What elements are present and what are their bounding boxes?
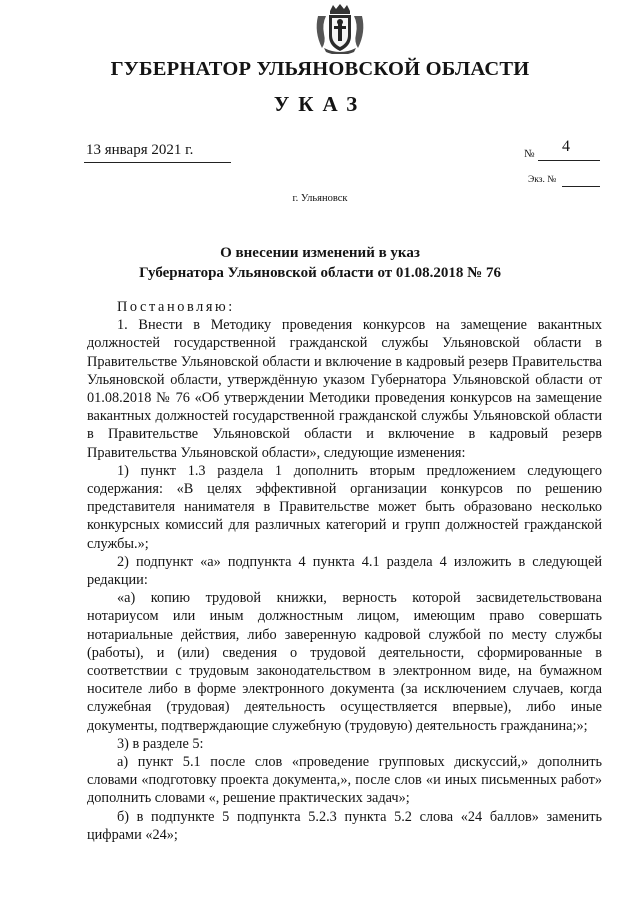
paragraph-quote-a: «а) копию трудовой книжки, верность которой засвидетельствована нотариусом или иным должностным лицом, имеющим право совершать нотариальные действия, либо заверенную кадровой службой по месту службы (работы), и (или) сведения о трудовой деятельности, сформированные в соответствии с трудовым законодательством в электронном виде, на бумажном носителе либо в форме электронного документа (за исключением случаев, когда служебная (трудовая) деятельность осуществляется впервые), либо иные документы, подтверждающие служебную (трудовую) деятельность гражданина;»; [87, 590, 602, 734]
decree-body [87, 298, 602, 844]
document-type-heading: УКАЗ [273, 92, 367, 116]
title-line-2: Губернатора Ульяновской области от 01.08.2018 № 76 [139, 265, 501, 281]
city-label: г. Ульяновск [292, 193, 348, 204]
paragraph-subitem-1: 1) пункт 1.3 раздела 1 дополнить вторым предложением следующего содержания: «В целях эффективной организации конкурсов по решению представителя нанимателя в Правительстве может быть образовано несколько конкурсных комиссий для различных категорий и групп должностей гражданской службы.»; [87, 462, 602, 552]
paragraph-subitem-3: 3) в разделе 5: [117, 735, 204, 752]
paragraph-subitem-3a: а) пункт 5.1 после слов «проведение групповых дискуссий,» дополнить словами «подготовку проекта документа,», после слов «и иных письменных работ» дополнить словами «, решение практических задач»; [87, 754, 602, 807]
decree-date: 13 января 2021 г. [86, 142, 194, 158]
paragraph-subitem-2: 2) подпункт «а» подпункта 4 пункта 4.1 раздела 4 изложить в следующей редакции: [87, 553, 602, 589]
decree-opening: Постановляю: [117, 299, 235, 315]
date-underline [84, 162, 231, 163]
paragraph-item-1: 1. Внести в Методику проведения конкурсов на замещение вакантных должностей государственной гражданской службы Ульяновской области в Правительстве Ульяновской области и включение в кадровый резерв Правительства Ульяновской области, утверждённую указом Губернатора Ульяновской области от 01.08.2018 № 76 «Об утверждении Методики проведения конкурсов на замещение вакантных должностей государственной гражданской службы Ульяновской области в Правительстве Ульяновской области и включение в кадровый резерв Правительства Ульяновской области», следующие изменения: [87, 317, 602, 461]
copy-number-underline [562, 186, 600, 187]
copy-number-label: Экз. № [528, 175, 557, 185]
decree-title [0, 243, 640, 283]
organization-heading: ГУБЕРНАТОР УЛЬЯНОВСКОЙ ОБЛАСТИ [110, 58, 530, 80]
coat-of-arms-icon [310, 2, 370, 54]
number-underline [538, 160, 600, 161]
paragraph-subitem-3b: б) в подпункте 5 подпункта 5.2.3 пункта 5.2 слова «24 баллов» заменить цифрами «24»; [87, 808, 602, 843]
number-label: № [524, 148, 535, 160]
decree-number: 4 [562, 138, 570, 155]
title-line-1: О внесении изменений в указ [220, 245, 420, 261]
